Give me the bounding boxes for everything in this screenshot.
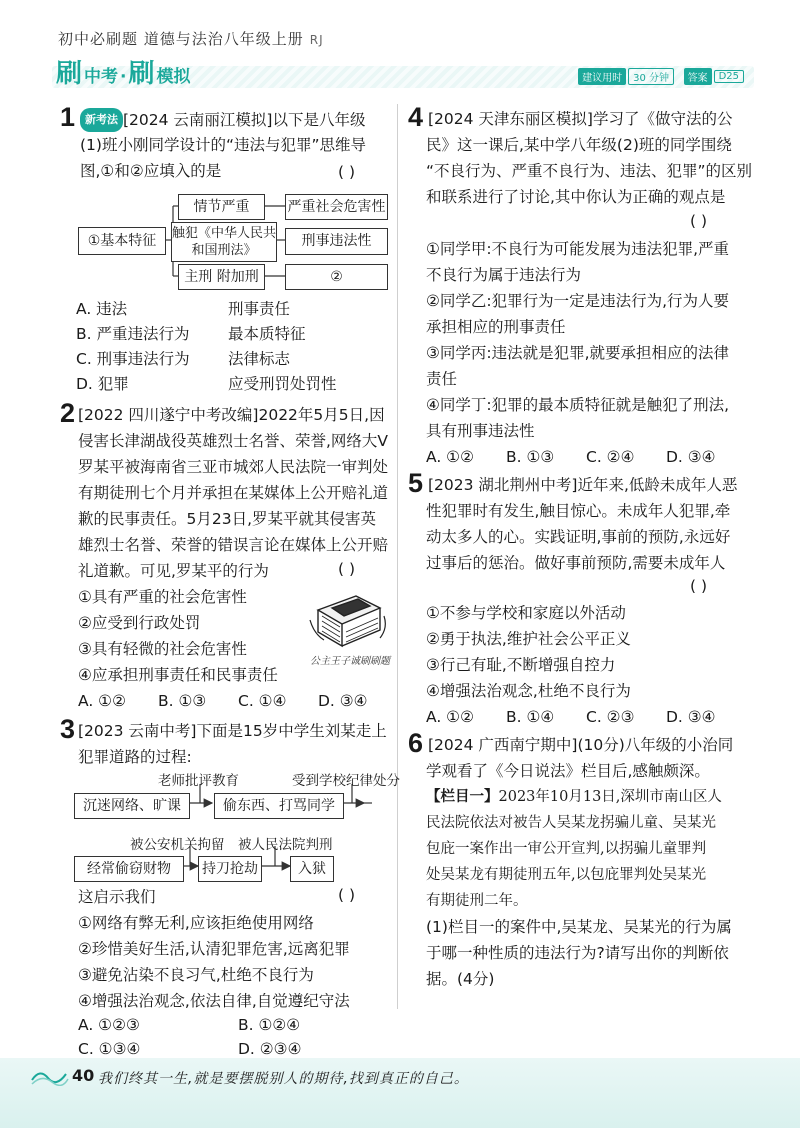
q3-item-1: ①网络有弊无利,应该拒绝使用网络: [78, 914, 314, 932]
q5-item-2: ②勇于执法,维护社会公平正义: [426, 630, 631, 648]
flow-step-4: 持刀抢劫: [198, 856, 262, 882]
mindmap-branch-2-result: 刑事违法性: [285, 228, 388, 255]
q2-choice-d[interactable]: D. ③④: [318, 692, 368, 710]
q3-choice-d[interactable]: D. ②③④: [238, 1040, 302, 1058]
series-text: 初中必刷题 道德与法治八年级上册: [58, 30, 304, 48]
section-banner: [52, 58, 754, 88]
q3-item-3: ③避免沾染不良习气,杜绝不良行为: [78, 966, 314, 984]
banner-char-1: 刷: [56, 59, 83, 89]
flow-label-court: 被人民法院判刑: [238, 837, 333, 853]
answer-value: D25: [714, 70, 744, 83]
illustration-caption: 公主王子诚刷刷题: [310, 656, 390, 667]
wave-icon: [30, 1064, 70, 1086]
question-number-1: 1: [60, 102, 76, 132]
flow-label-school: 受到学校纪律处分: [292, 773, 400, 789]
q5-choice-c[interactable]: C. ②③: [586, 708, 635, 726]
mindmap-branch-3: 主刑 附加刑: [178, 264, 265, 290]
q5-answer-paren[interactable]: ( ): [690, 577, 708, 595]
q2-choice-a[interactable]: A. ①②: [78, 692, 126, 710]
q4-item-4b: 具有刑事违法性: [426, 422, 535, 440]
page-number: 40: [72, 1066, 95, 1085]
q2-choice-c[interactable]: C. ①④: [238, 692, 287, 710]
new-method-badge: 新考法: [80, 108, 123, 132]
q1-option-b[interactable]: B. 严重违法行为: [76, 325, 190, 343]
footer-motto: 我们终其一生,就是要摆脱别人的期待,找到真正的自己。: [98, 1071, 469, 1087]
book-stack-illustration: [300, 590, 392, 654]
q5-line-2: 性犯罪时有发生,触目惊心。未成年人犯罪,牵: [426, 502, 731, 520]
q2-line-5: 歉的民事责任。5月23日,罗某平就其侵害英: [78, 510, 377, 528]
q4-item-1b: 不良行为属于违法行为: [426, 266, 582, 284]
question-number-3: 3: [60, 714, 76, 744]
q4-line-4: 和联系进行了讨论,其中你认为正确的观点是: [426, 188, 726, 206]
series-title: [58, 28, 324, 49]
q2-item-4: ④应承担刑事责任和民事责任: [78, 666, 278, 684]
banner-word-1: 中考: [84, 67, 119, 87]
q2-answer-paren[interactable]: ( ): [338, 560, 356, 578]
q6-sub1-line-3: 据。(4分): [426, 970, 495, 988]
q2-item-3: ③具有轻微的社会危害性: [78, 640, 247, 658]
q5-item-4: ④增强法治观念,杜绝不良行为: [426, 682, 631, 700]
q2-item-2: ②应受到行政处罚: [78, 614, 201, 632]
q4-line-2: 民》这一课后,某中学八年级(2)班的同学围绕: [426, 136, 732, 154]
q6-material-line-3: 包庇一案作出一审公开宣判,以拐骗儿童罪判: [426, 841, 707, 857]
question-number-2: 2: [60, 398, 76, 428]
q6-sub1-line-2: 于哪一种性质的违法行为?请写出你的判断依: [426, 944, 729, 962]
q1-line-3: 图,①和②应填入的是: [80, 162, 222, 180]
question-number-6: 6: [408, 728, 424, 758]
material-line-1-text: 2023年10月13日,深圳市南山区人: [498, 789, 722, 805]
flow-step-1: 沉迷网络、旷课: [74, 793, 190, 819]
q1-option-d-2: 应受刑罚处罚性: [228, 375, 337, 393]
q1-option-c[interactable]: C. 刑事违法行为: [76, 350, 190, 368]
series-code: RJ: [309, 33, 324, 47]
question-number-4: 4: [408, 102, 424, 132]
mindmap-branch-3-result: ②: [285, 264, 388, 290]
q2-item-1: ①具有严重的社会危害性: [78, 588, 247, 606]
q3-choice-c[interactable]: C. ①③④: [78, 1040, 141, 1058]
q4-item-4: ④同学丁:犯罪的最本质特征就是触犯了刑法,: [426, 396, 730, 414]
banner-sep: ·: [120, 67, 127, 87]
q4-item-2b: 承担相应的刑事责任: [426, 318, 566, 336]
q5-line-3: 动太多人的心。实践证明,事前的预防,永远好: [426, 528, 731, 546]
banner-char-2: 刷: [128, 59, 155, 89]
q6-material-line-1: [426, 786, 722, 808]
q4-choice-d[interactable]: D. ③④: [666, 448, 716, 466]
flow-step-3: 经常偷窃财物: [74, 856, 184, 882]
q1-option-c-2: 法律标志: [228, 350, 291, 368]
time-value: 30 分钟: [628, 68, 674, 85]
banner-title: [56, 58, 191, 88]
q4-choice-c[interactable]: C. ②④: [586, 448, 635, 466]
flow-step-2: 偷东西、打骂同学: [214, 793, 344, 819]
q1-option-a[interactable]: A. 违法: [76, 300, 128, 318]
q2-line-6: 雄烈士名誉、荣誉的错误言论在媒体上公开赔: [78, 536, 389, 554]
q5-line-4: 过事后的惩治。做好事前预防,需要未成年人: [426, 554, 726, 572]
q4-line-1: [2024 天津东丽区模拟]学习了《做守法的公: [428, 110, 733, 128]
q6-material-line-2: 民法院依法对被告人吴某龙拐骗儿童、吴某光: [426, 815, 716, 831]
q1-option-b-2: 最本质特征: [228, 325, 306, 343]
q6-line-2: 学观看了《今日说法》栏目后,感触颇深。: [426, 762, 710, 780]
q3-choice-a[interactable]: A. ①②③: [78, 1016, 140, 1034]
q6-material-line-5: 有期徒刑二年。: [426, 893, 528, 909]
column-divider: [397, 104, 398, 1009]
suggested-time: [578, 68, 674, 85]
q2-line-4: 有期徒刑七个月并承担在某媒体上公开赔礼道: [78, 484, 389, 502]
answer-ref: [684, 68, 744, 85]
q5-choice-d[interactable]: D. ③④: [666, 708, 716, 726]
q6-material-line-4: 处吴某龙有期徒刑五年,以包庇罪判处吴某光: [426, 867, 707, 883]
q2-line-1: [2022 四川遂宁中考改编]2022年5月5日,因: [78, 406, 385, 424]
banner-word-2: 模拟: [156, 67, 191, 87]
mindmap-branch-1: 情节严重: [178, 194, 265, 220]
q1-answer-paren[interactable]: ( ): [338, 163, 356, 181]
q2-choice-b[interactable]: B. ①③: [158, 692, 207, 710]
q4-item-1: ①同学甲:不良行为可能发展为违法犯罪,严重: [426, 240, 730, 258]
q4-choice-a[interactable]: A. ①②: [426, 448, 474, 466]
q1-line-1: [80, 108, 365, 132]
q4-item-2: ②同学乙:犯罪行为一定是违法行为,行为人要: [426, 292, 730, 310]
q3-item-4: ④增强法治观念,依法自律,自觉遵纪守法: [78, 992, 350, 1010]
q3-line-1: [2023 云南中考]下面是15岁中学生刘某走上: [78, 722, 387, 740]
q3-item-2: ②珍惜美好生活,认清犯罪危害,远离犯罪: [78, 940, 350, 958]
q4-item-3b: 责任: [426, 370, 458, 388]
question-number-5: 5: [408, 468, 424, 498]
q3-choice-b[interactable]: B. ①②④: [238, 1016, 301, 1034]
answer-label: 答案: [684, 68, 712, 85]
time-label: 建议用时: [578, 68, 626, 85]
material-title: 【栏目一】: [426, 788, 499, 805]
q2-line-3: 罗某平被海南省三亚市城郊人民法院一审判处: [78, 458, 389, 476]
mindmap-branch-2: 触犯《中华人民共和国刑法》: [171, 222, 277, 262]
q6-sub1-line-1: (1)栏目一的案件中,吴某龙、吴某光的行为属: [426, 918, 732, 936]
q1-line-1-text: [2024 云南丽江模拟]以下是八年级: [123, 111, 366, 129]
q6-line-1: [2024 广西南宁期中](10分)八年级的小治同: [428, 736, 734, 754]
q5-choice-a[interactable]: A. ①②: [426, 708, 474, 726]
q5-item-3: ③行己有耻,不断增强自控力: [426, 656, 616, 674]
q3-line-2: 犯罪道路的过程:: [78, 748, 192, 766]
q5-item-1: ①不参与学校和家庭以外活动: [426, 604, 626, 622]
q1-option-d[interactable]: D. 犯罪: [76, 375, 129, 393]
mindmap-root: ①基本特征: [78, 227, 166, 255]
q2-line-7: 礼道歉。可见,罗某平的行为: [78, 562, 269, 580]
q1-line-2: (1)班小刚同学设计的“违法与犯罪”思维导: [80, 136, 367, 154]
mindmap-branch-1-result: 严重社会危害性: [285, 194, 388, 220]
q5-line-1: [2023 湖北荆州中考]近年来,低龄未成年人恶: [428, 476, 738, 494]
flow-label-teacher: 老师批评教育: [158, 773, 239, 789]
q2-line-2: 侵害长津湖战役英雄烈士名誉、荣誉,网络大V: [78, 432, 389, 450]
flow-label-police: 被公安机关拘留: [130, 837, 225, 853]
q4-line-3: “不良行为、严重不良行为、违法、犯罪”的区别: [426, 162, 753, 180]
q4-item-3: ③同学丙:违法就是犯罪,就要承担相应的法律: [426, 344, 730, 362]
q1-option-a-2: 刑事责任: [228, 300, 291, 318]
q4-answer-paren[interactable]: ( ): [690, 212, 708, 230]
flow-step-5: 入狱: [290, 856, 334, 882]
q3-tail: 这启示我们: [78, 888, 156, 906]
q4-choice-b[interactable]: B. ①③: [506, 448, 555, 466]
q3-answer-paren[interactable]: ( ): [338, 886, 356, 904]
q5-choice-b[interactable]: B. ①④: [506, 708, 555, 726]
